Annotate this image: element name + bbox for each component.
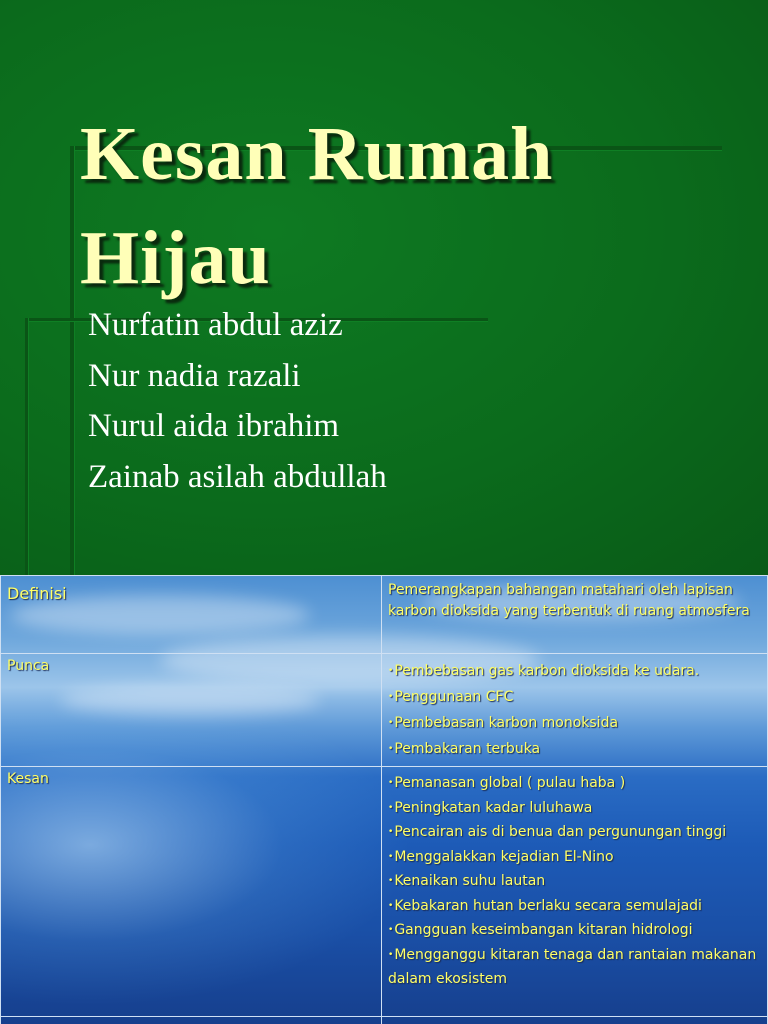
decorative-line xyxy=(70,146,74,575)
list-item: •Kenaikan suhu lautan xyxy=(388,873,546,889)
row-label: Kesan xyxy=(1,767,382,1017)
list-item: •Pembebasan karbon monoksida xyxy=(388,715,619,731)
list-item: •Pencairan ais di benua dan pergunungan tinggi xyxy=(388,824,727,840)
definition-text: Pemerangkapan bahangan matahari oleh lapisan karbon dioksida yang terbentuk di ruang atmosfera xyxy=(382,576,768,654)
author-list xyxy=(88,300,387,502)
author-name: Nurfatin abdul aziz xyxy=(88,307,343,343)
author-name: Nur nadia razali xyxy=(88,357,301,394)
cause-list xyxy=(388,658,761,762)
author-name: Nurul aida ibrahim xyxy=(88,408,340,444)
list-item: •Gangguan keseimbangan kitaran hidrologi xyxy=(388,922,693,938)
table-row xyxy=(1,767,768,1017)
effect-list xyxy=(388,771,761,992)
table-slide xyxy=(0,575,768,1024)
slide-title: Kesan Rumah Hijau xyxy=(80,112,554,300)
row-label xyxy=(1,1017,382,1024)
list-item: •Peningkatan kadar luluhawa xyxy=(388,799,593,816)
list-item: •Kebakaran hutan berlaku secara semulajadi xyxy=(388,897,702,914)
row-label: Punca xyxy=(1,654,382,767)
list-item: •Menggalakkan kejadian El-Nino xyxy=(388,848,614,865)
row-label: Definisi xyxy=(1,576,382,654)
table-row xyxy=(1,1017,768,1024)
table-row xyxy=(1,576,768,654)
author-name: Zainab asilah abdullah xyxy=(88,458,387,495)
list-item: •Pemanasan global ( pulau haba ) xyxy=(388,775,626,791)
list-item: •Pembebasan gas karbon dioksida ke udara. xyxy=(388,663,700,679)
list-item: •Mengganggu kitaran tenaga dan rantaian makanan dalam ekosistem xyxy=(388,946,757,987)
cause-list-cell xyxy=(382,654,768,767)
table-row xyxy=(1,654,768,767)
list-item: •Pembakaran terbuka xyxy=(388,741,541,757)
row-content xyxy=(382,1017,768,1024)
effect-list-cell xyxy=(382,767,768,1017)
info-table xyxy=(0,575,768,1024)
list-item: •Penggunaan CFC xyxy=(388,689,514,705)
decorative-line xyxy=(25,318,28,575)
